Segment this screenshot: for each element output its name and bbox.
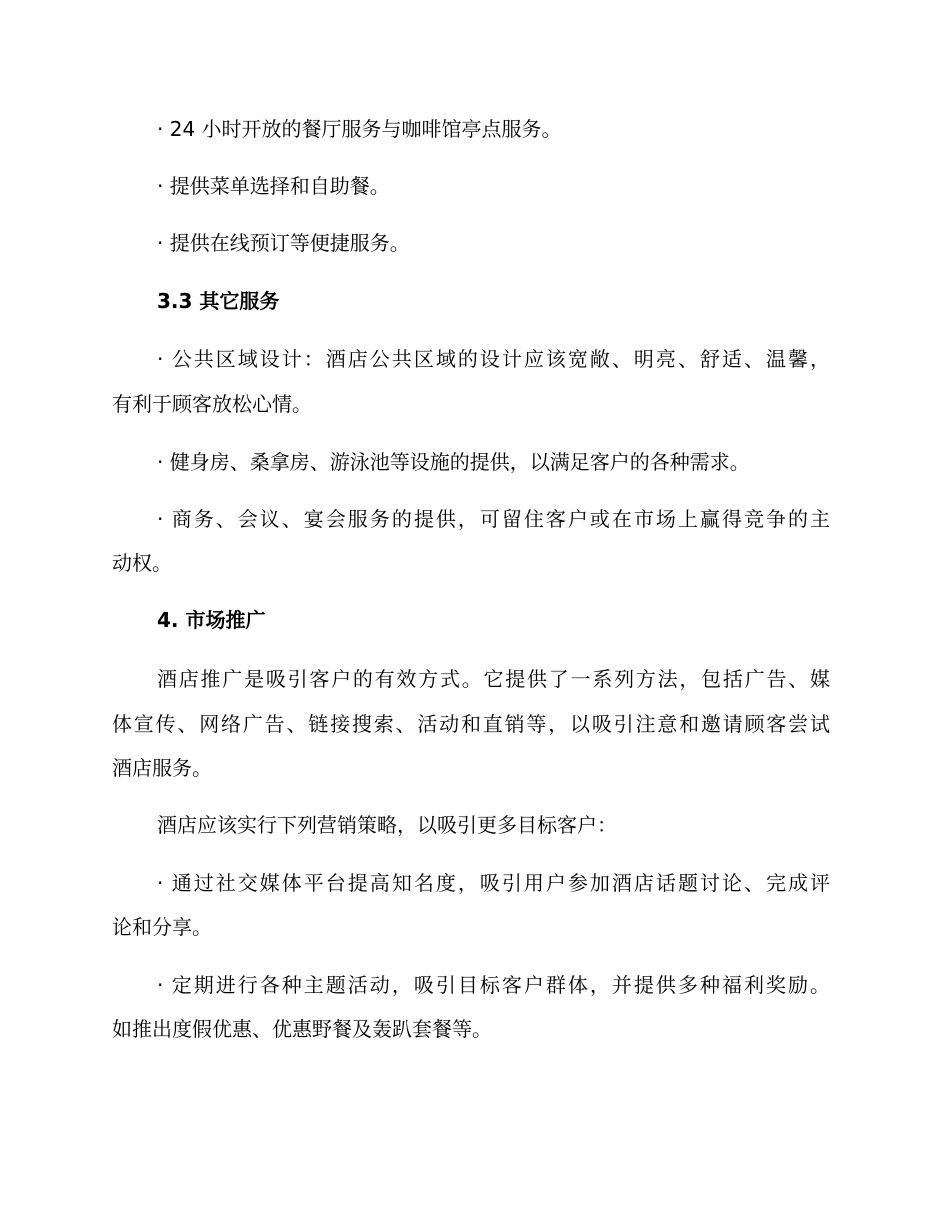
bullet-restaurant-24h: · 24 小时开放的餐厅服务与咖啡馆亭点服务。 (157, 117, 562, 141)
section-heading-other-services: 3.3 其它服务 (157, 289, 280, 313)
bullet-theme-events-line2: 如推出度假优惠、优惠野餐及轰趴套餐等。 (112, 1017, 492, 1041)
bullet-business-services-line2: 动权。 (112, 551, 172, 575)
paragraph-strategy-intro: 酒店应该实行下列营销策略，以吸引更多目标客户： (157, 813, 617, 837)
bullet-theme-events-line1: · 定期进行各种主题活动，吸引目标客户群体，并提供多种福利奖励。 (157, 973, 830, 997)
bullet-menu-buffet: · 提供菜单选择和自助餐。 (157, 174, 390, 198)
paragraph-promotion-line3: 酒店服务。 (112, 756, 212, 780)
bullet-fitness-facilities: · 健身房、桑拿房、游泳池等设施的提供，以满足客户的各种需求。 (157, 450, 750, 474)
paragraph-promotion-line2: 体宣传、网络广告、链接搜索、活动和直销等，以吸引注意和邀请顾客尝试 (112, 712, 830, 736)
bullet-online-booking: · 提供在线预订等便捷服务。 (157, 231, 410, 255)
bullet-business-services-line1: · 商务、会议、宴会服务的提供，可留住客户或在市场上赢得竞争的主 (157, 507, 830, 531)
bullet-social-media-line1: · 通过社交媒体平台提高知名度，吸引用户参加酒店话题讨论、完成评 (157, 871, 830, 895)
bullet-social-media-line2: 论和分享。 (112, 915, 212, 939)
paragraph-promotion-line1: 酒店推广是吸引客户的有效方式。它提供了一系列方法，包括广告、媒 (157, 667, 830, 691)
bullet-public-area-line1: · 公共区域设计：酒店公共区域的设计应该宽敞、明亮、舒适、温馨， (157, 347, 830, 371)
section-heading-marketing: 4. 市场推广 (157, 608, 266, 632)
bullet-public-area-line2: 有利于顾客放松心情。 (112, 392, 312, 416)
